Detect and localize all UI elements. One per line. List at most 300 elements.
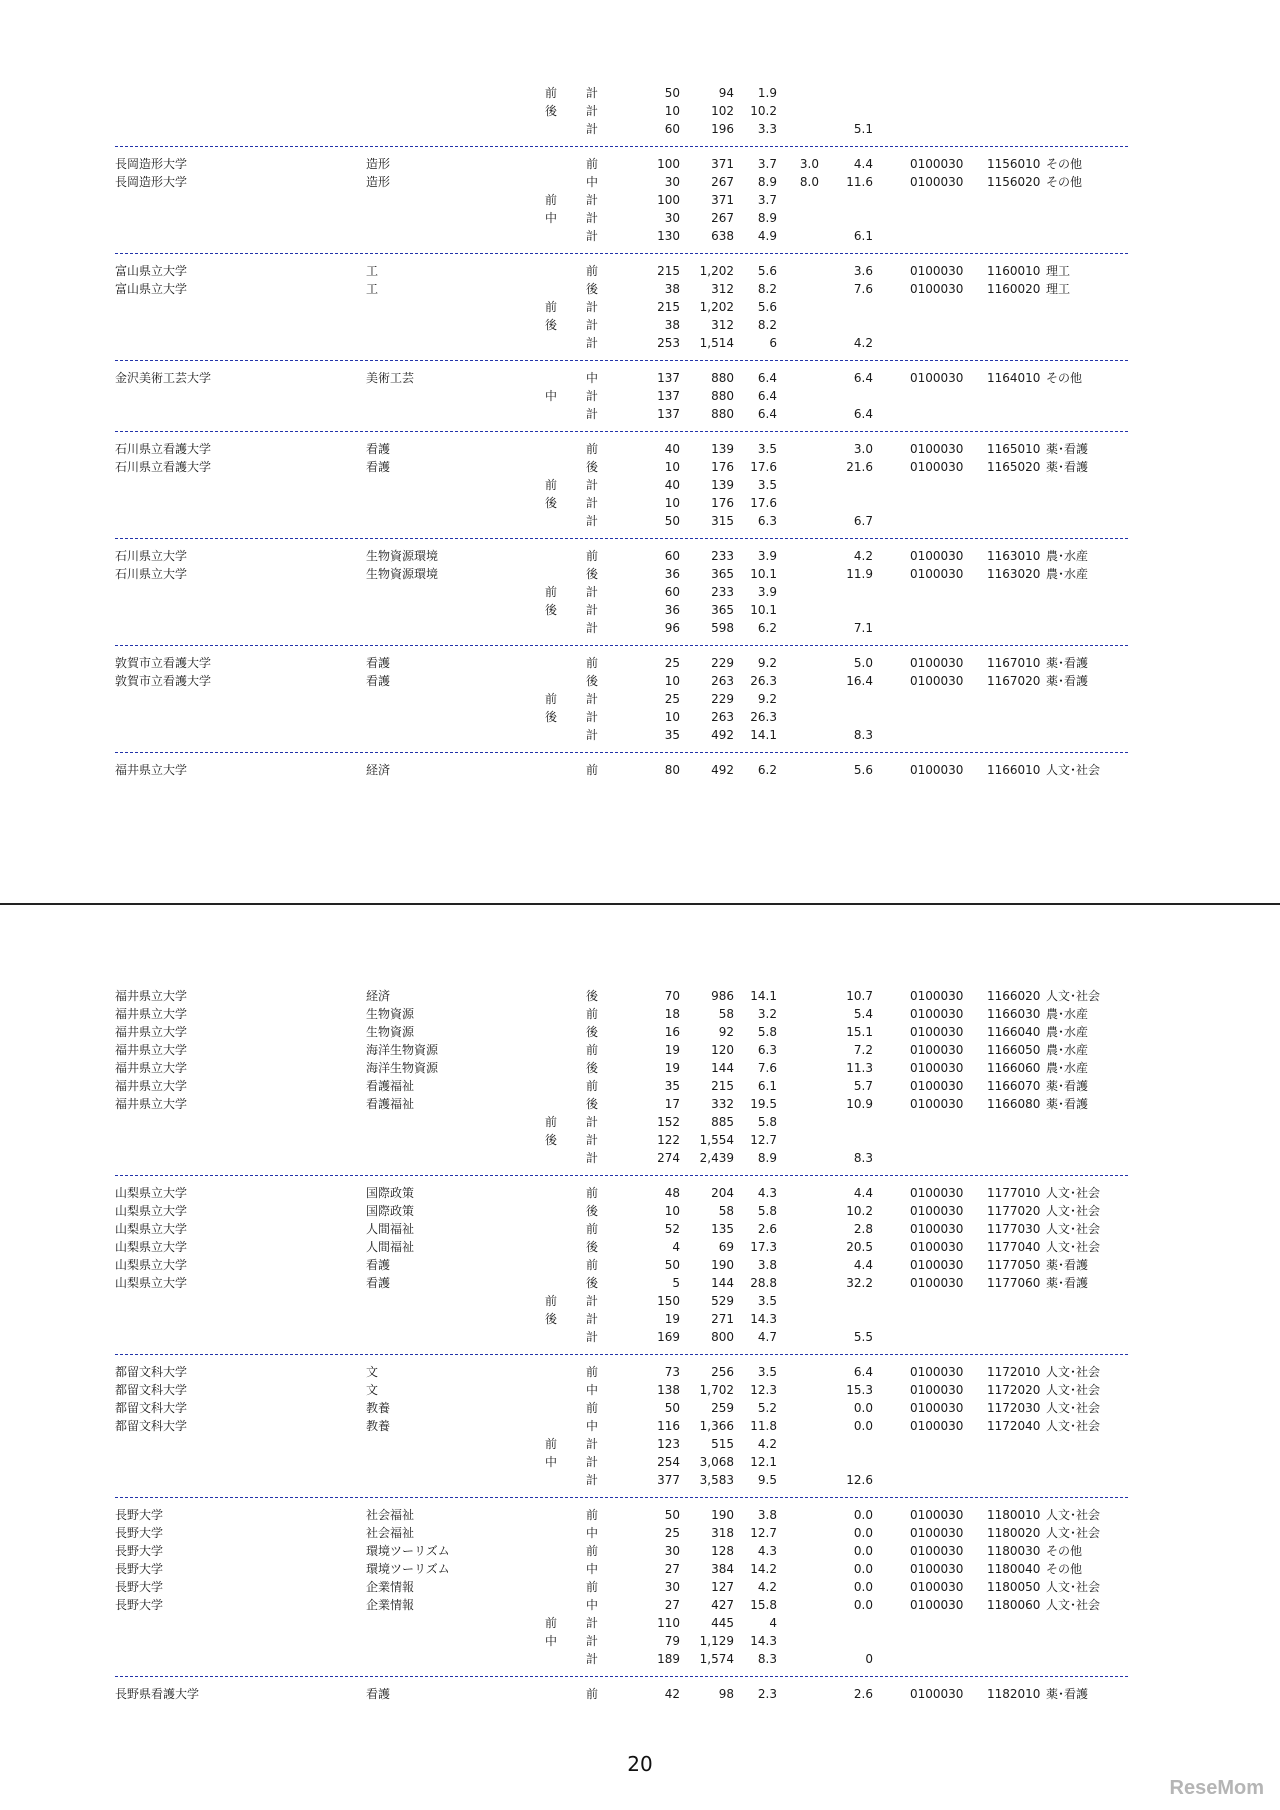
ratio-final-cell: 4.4 — [853, 1186, 873, 1200]
exam-schedule: 計 — [586, 104, 599, 118]
table-row — [0, 1220, 1280, 1238]
dept-code-cell: 1180050 — [987, 1580, 1041, 1594]
exam-schedule: 前 — [586, 549, 599, 563]
ratio-final-cell: 5.1 — [853, 122, 873, 136]
ratio-final-cell: 0.0 — [853, 1544, 873, 1558]
table-row — [0, 1417, 1280, 1435]
field-cell: 農･水産 — [1046, 567, 1089, 581]
ratio-cell: 10.1 — [750, 603, 777, 617]
table-row — [0, 672, 1280, 690]
dept-code-cell: 1172040 — [987, 1419, 1041, 1433]
applicants-cell: 1,702 — [699, 1383, 734, 1397]
dept-code-cell: 1167020 — [987, 674, 1041, 688]
field-cell: 薬･看護 — [1046, 674, 1089, 688]
dept-code-cell: 1163020 — [987, 567, 1041, 581]
university-name: 石川県立大学 — [115, 567, 188, 581]
field-cell: 人文･社会 — [1046, 1419, 1101, 1433]
exam-schedule: 計 — [586, 1473, 599, 1487]
dept-code-cell: 1156020 — [987, 175, 1041, 189]
exam-schedule: 計 — [586, 336, 599, 350]
capacity-cell: 130 — [657, 229, 680, 243]
table-row — [0, 1381, 1280, 1399]
exam-schedule: 計 — [586, 1294, 599, 1308]
ratio-cell: 3.2 — [757, 1007, 777, 1021]
table-row — [0, 1399, 1280, 1417]
table-row — [0, 334, 1280, 352]
ratio-final-cell: 10.7 — [846, 989, 873, 1003]
exam-schedule: 前 — [586, 1222, 599, 1236]
exam-schedule: 計 — [586, 300, 599, 314]
dept-code-cell: 1166030 — [987, 1007, 1041, 1021]
section-divider — [115, 360, 1128, 361]
code-cell: 0100030 — [910, 1401, 964, 1415]
dept-code-cell: 1177020 — [987, 1204, 1041, 1218]
field-cell: その他 — [1046, 157, 1083, 171]
ratio-cell: 6.4 — [757, 389, 777, 403]
applicants-cell: 427 — [711, 1598, 734, 1612]
subtotal-schedule: 前 — [545, 478, 558, 492]
dept-code-cell: 1180060 — [987, 1598, 1041, 1612]
ratio-cell: 4.3 — [757, 1186, 777, 1200]
applicants-cell: 144 — [711, 1061, 734, 1075]
university-name: 山梨県立大学 — [115, 1276, 188, 1290]
ratio-final-cell: 11.6 — [846, 175, 873, 189]
ratio-cell: 5.6 — [757, 300, 777, 314]
capacity-cell: 169 — [657, 1330, 680, 1344]
capacity-cell: 50 — [664, 1401, 680, 1415]
ratio-cell: 4.7 — [757, 1330, 777, 1344]
ratio-cell: 3.5 — [757, 1365, 777, 1379]
table-row — [0, 387, 1280, 405]
subtotal-schedule: 前 — [545, 1115, 558, 1129]
ratio-cell: 8.2 — [757, 318, 777, 332]
field-cell: 薬･看護 — [1046, 1097, 1089, 1111]
ratio-cell: 3.7 — [757, 193, 777, 207]
table-row — [0, 316, 1280, 334]
ratio-final-cell: 3.0 — [853, 442, 873, 456]
ratio-cell: 12.1 — [750, 1455, 777, 1469]
dept-code-cell: 1172010 — [987, 1365, 1041, 1379]
exam-schedule: 後 — [586, 1025, 599, 1039]
dept-code-cell: 1166060 — [987, 1061, 1041, 1075]
faculty-name: 工 — [366, 282, 379, 296]
table-row — [0, 1542, 1280, 1560]
capacity-cell: 60 — [664, 122, 680, 136]
ratio-final-cell: 6.4 — [853, 1365, 873, 1379]
exam-schedule: 計 — [586, 1115, 599, 1129]
table-row — [0, 1685, 1280, 1703]
applicants-cell: 885 — [711, 1115, 734, 1129]
ratio-cell: 9.2 — [757, 656, 777, 670]
ratio-final-cell: 3.6 — [853, 264, 873, 278]
code-cell: 0100030 — [910, 1544, 964, 1558]
faculty-name: 文 — [366, 1383, 379, 1397]
applicants-cell: 3,068 — [699, 1455, 734, 1469]
ratio-final-cell: 11.3 — [846, 1061, 873, 1075]
field-cell: 人文･社会 — [1046, 1186, 1101, 1200]
capacity-cell: 152 — [657, 1115, 680, 1129]
applicants-cell: 1,574 — [699, 1652, 734, 1666]
faculty-name: 教養 — [366, 1419, 391, 1433]
table-row — [0, 405, 1280, 423]
ratio-cell: 8.9 — [757, 211, 777, 225]
university-name: 福井県立大学 — [115, 1079, 188, 1093]
faculty-name: 経済 — [366, 989, 391, 1003]
ratio-cell: 26.3 — [750, 674, 777, 688]
ratio-cell: 11.8 — [750, 1419, 777, 1433]
exam-schedule: 中 — [586, 175, 599, 189]
ratio-final-cell: 7.2 — [853, 1043, 873, 1057]
code-cell: 0100030 — [910, 763, 964, 777]
university-name: 都留文科大学 — [115, 1419, 188, 1433]
capacity-cell: 38 — [664, 282, 680, 296]
table-row — [0, 1113, 1280, 1131]
applicants-cell: 492 — [711, 728, 734, 742]
ratio-cell: 12.7 — [750, 1526, 777, 1540]
dept-code-cell: 1180040 — [987, 1562, 1041, 1576]
table-row — [0, 565, 1280, 583]
ratio-cell: 4.2 — [757, 1580, 777, 1594]
field-cell: 薬･看護 — [1046, 1079, 1089, 1093]
ratio-cell: 5.2 — [757, 1401, 777, 1415]
applicants-cell: 144 — [711, 1276, 734, 1290]
table-row — [0, 1632, 1280, 1650]
capacity-cell: 137 — [657, 389, 680, 403]
ratio-final-cell: 21.6 — [846, 460, 873, 474]
subtotal-schedule: 中 — [545, 1634, 558, 1648]
table-row — [0, 1274, 1280, 1292]
applicants-cell: 204 — [711, 1186, 734, 1200]
ratio-cell: 8.9 — [757, 175, 777, 189]
applicants-cell: 190 — [711, 1258, 734, 1272]
applicants-cell: 267 — [711, 211, 734, 225]
section-divider — [115, 538, 1128, 539]
exam-schedule: 前 — [586, 1401, 599, 1415]
subtotal-schedule: 前 — [545, 1437, 558, 1451]
section-divider — [115, 146, 1128, 147]
applicants-cell: 135 — [711, 1222, 734, 1236]
faculty-name: 国際政策 — [366, 1186, 415, 1200]
capacity-cell: 10 — [664, 104, 680, 118]
applicants-cell: 98 — [718, 1687, 734, 1701]
capacity-cell: 16 — [664, 1025, 680, 1039]
ratio-cell: 14.1 — [750, 728, 777, 742]
field-cell: その他 — [1046, 371, 1083, 385]
page-bottom-table — [0, 987, 1280, 1703]
capacity-cell: 42 — [664, 1687, 680, 1701]
section-divider — [115, 752, 1128, 753]
ratio-cell: 2.6 — [757, 1222, 777, 1236]
dept-code-cell: 1166020 — [987, 989, 1041, 1003]
table-row — [0, 1077, 1280, 1095]
ratio-cell: 3.5 — [757, 1294, 777, 1308]
applicants-cell: 315 — [711, 514, 734, 528]
ratio-cell: 14.3 — [750, 1634, 777, 1648]
section-divider — [115, 1676, 1128, 1677]
subtotal-schedule: 後 — [545, 603, 558, 617]
ratio-final-cell: 0.0 — [853, 1598, 873, 1612]
exam-schedule: 中 — [586, 1598, 599, 1612]
faculty-name: 海洋生物資源 — [366, 1061, 439, 1075]
subtotal-schedule: 前 — [545, 1616, 558, 1630]
capacity-cell: 100 — [657, 157, 680, 171]
table-row — [0, 494, 1280, 512]
ratio-cell: 6.4 — [757, 371, 777, 385]
exam-schedule: 後 — [586, 1240, 599, 1254]
university-name: 敦賀市立看護大学 — [115, 674, 212, 688]
capacity-cell: 60 — [664, 585, 680, 599]
ratio-final-cell: 10.2 — [846, 1204, 873, 1218]
exam-schedule: 後 — [586, 1204, 599, 1218]
exam-schedule: 後 — [586, 460, 599, 474]
table-row — [0, 726, 1280, 744]
code-cell: 0100030 — [910, 157, 964, 171]
code-cell: 0100030 — [910, 282, 964, 296]
ratio-cell: 2.3 — [757, 1687, 777, 1701]
applicants-cell: 94 — [718, 86, 734, 100]
ratio-cell: 14.3 — [750, 1312, 777, 1326]
ratio-cell: 8.2 — [757, 282, 777, 296]
exam-schedule: 前 — [586, 1365, 599, 1379]
ratio-final-cell: 6.1 — [853, 229, 873, 243]
code-cell: 0100030 — [910, 1061, 964, 1075]
ratio-cell: 9.5 — [757, 1473, 777, 1487]
capacity-cell: 50 — [664, 86, 680, 100]
table-row — [0, 1614, 1280, 1632]
faculty-name: 生物資源 — [366, 1007, 415, 1021]
ratio-cell: 4.3 — [757, 1544, 777, 1558]
field-cell: 人文･社会 — [1046, 1508, 1101, 1522]
faculty-name: 美術工芸 — [366, 371, 415, 385]
capacity-cell: 79 — [664, 1634, 680, 1648]
ratio-final-cell: 0 — [865, 1652, 873, 1666]
exam-schedule: 計 — [586, 496, 599, 510]
applicants-cell: 365 — [711, 567, 734, 581]
dept-code-cell: 1177060 — [987, 1276, 1041, 1290]
table-row — [0, 1238, 1280, 1256]
applicants-cell: 267 — [711, 175, 734, 189]
capacity-cell: 254 — [657, 1455, 680, 1469]
university-name: 山梨県立大学 — [115, 1204, 188, 1218]
applicants-cell: 1,554 — [699, 1133, 734, 1147]
university-name: 山梨県立大学 — [115, 1240, 188, 1254]
code-cell: 0100030 — [910, 1508, 964, 1522]
exam-schedule: 計 — [586, 86, 599, 100]
applicants-cell: 312 — [711, 318, 734, 332]
faculty-name: 社会福祉 — [366, 1526, 415, 1540]
code-cell: 0100030 — [910, 1097, 964, 1111]
capacity-cell: 5 — [672, 1276, 680, 1290]
university-name: 石川県立看護大学 — [115, 442, 212, 456]
page-break-line — [0, 903, 1280, 905]
ratio-cell: 17.6 — [750, 496, 777, 510]
section-divider — [115, 1497, 1128, 1498]
subtotal-schedule: 後 — [545, 104, 558, 118]
capacity-cell: 138 — [657, 1383, 680, 1397]
capacity-cell: 10 — [664, 674, 680, 688]
university-name: 都留文科大学 — [115, 1365, 188, 1379]
applicants-cell: 371 — [711, 157, 734, 171]
table-row — [0, 173, 1280, 191]
table-row — [0, 1256, 1280, 1274]
capacity-cell: 27 — [664, 1562, 680, 1576]
applicants-cell: 986 — [711, 989, 734, 1003]
ratio-cell: 28.8 — [750, 1276, 777, 1290]
field-cell: 人文･社会 — [1046, 1526, 1101, 1540]
dept-code-cell: 1160020 — [987, 282, 1041, 296]
university-name: 長野大学 — [115, 1580, 164, 1594]
ratio-final-cell: 6.4 — [853, 371, 873, 385]
code-cell: 0100030 — [910, 175, 964, 189]
code-cell: 0100030 — [910, 1276, 964, 1290]
dept-code-cell: 1177010 — [987, 1186, 1041, 1200]
dept-code-cell: 1177030 — [987, 1222, 1041, 1236]
faculty-name: 工 — [366, 264, 379, 278]
faculty-name: 生物資源 — [366, 1025, 415, 1039]
capacity-cell: 19 — [664, 1312, 680, 1326]
capacity-cell: 10 — [664, 1204, 680, 1218]
field-cell: 人文･社会 — [1046, 1598, 1101, 1612]
table-row — [0, 476, 1280, 494]
exam-schedule: 後 — [586, 567, 599, 581]
faculty-name: 看護 — [366, 674, 391, 688]
university-name: 都留文科大学 — [115, 1401, 188, 1415]
university-name: 福井県立大学 — [115, 1043, 188, 1057]
applicants-cell: 365 — [711, 603, 734, 617]
field-cell: 薬･看護 — [1046, 656, 1089, 670]
table-row — [0, 1363, 1280, 1381]
ratio-final-cell: 20.5 — [846, 1240, 873, 1254]
university-name: 石川県立看護大学 — [115, 460, 212, 474]
code-cell: 0100030 — [910, 1383, 964, 1397]
university-name: 長野大学 — [115, 1508, 164, 1522]
field-cell: 理工 — [1046, 264, 1071, 278]
ratio-final-cell: 0.0 — [853, 1580, 873, 1594]
exam-schedule: 中 — [586, 1526, 599, 1540]
capacity-cell: 10 — [664, 710, 680, 724]
faculty-name: 看護福祉 — [366, 1097, 415, 1111]
table-row — [0, 987, 1280, 1005]
ratio-final-cell: 5.0 — [853, 656, 873, 670]
code-cell: 0100030 — [910, 656, 964, 670]
university-name: 敦賀市立看護大学 — [115, 656, 212, 670]
ratio-cell: 5.8 — [757, 1204, 777, 1218]
watermark-logo: ReseMom — [1169, 1777, 1264, 1799]
ratio-cell: 6.2 — [757, 621, 777, 635]
ratio-cell: 8.3 — [757, 1652, 777, 1666]
section-divider — [115, 253, 1128, 254]
dept-code-cell: 1166070 — [987, 1079, 1041, 1093]
applicants-cell: 233 — [711, 585, 734, 599]
ratio-final-cell: 0.0 — [853, 1526, 873, 1540]
university-name: 長岡造形大学 — [115, 157, 188, 171]
table-row — [0, 583, 1280, 601]
capacity-cell: 189 — [657, 1652, 680, 1666]
applicants-cell: 229 — [711, 656, 734, 670]
applicants-cell: 69 — [718, 1240, 734, 1254]
field-cell: その他 — [1046, 175, 1083, 189]
field-cell: 人文･社会 — [1046, 1365, 1101, 1379]
ratio-final-cell: 15.3 — [846, 1383, 873, 1397]
exam-schedule: 計 — [586, 514, 599, 528]
ratio-cell: 4.9 — [757, 229, 777, 243]
capacity-cell: 25 — [664, 656, 680, 670]
ratio-final-cell: 32.2 — [846, 1276, 873, 1290]
university-name: 金沢美術工芸大学 — [115, 371, 212, 385]
ratio-final-cell: 12.6 — [846, 1473, 873, 1487]
capacity-cell: 137 — [657, 407, 680, 421]
dept-code-cell: 1172030 — [987, 1401, 1041, 1415]
table-row — [0, 761, 1280, 779]
ratio-cell: 14.1 — [750, 989, 777, 1003]
ratio-cell: 5.8 — [757, 1025, 777, 1039]
ratio-final-cell: 0.0 — [853, 1508, 873, 1522]
table-row — [0, 1005, 1280, 1023]
faculty-name: 社会福祉 — [366, 1508, 415, 1522]
applicants-cell: 880 — [711, 389, 734, 403]
capacity-cell: 30 — [664, 1580, 680, 1594]
table-row — [0, 1131, 1280, 1149]
university-name: 山梨県立大学 — [115, 1186, 188, 1200]
field-cell: 理工 — [1046, 282, 1071, 296]
ratio-final-cell: 4.2 — [853, 549, 873, 563]
applicants-cell: 3,583 — [699, 1473, 734, 1487]
exam-schedule: 計 — [586, 585, 599, 599]
faculty-name: 看護 — [366, 1687, 391, 1701]
faculty-name: 人間福祉 — [366, 1240, 415, 1254]
table-row — [0, 1041, 1280, 1059]
university-name: 山梨県立大学 — [115, 1258, 188, 1272]
capacity-cell: 30 — [664, 211, 680, 225]
code-cell: 0100030 — [910, 1204, 964, 1218]
field-cell: 農･水産 — [1046, 1007, 1089, 1021]
table-row — [0, 512, 1280, 530]
faculty-name: 文 — [366, 1365, 379, 1379]
subtotal-schedule: 前 — [545, 86, 558, 100]
ratio-cell: 3.9 — [757, 585, 777, 599]
exam-schedule: 中 — [586, 1562, 599, 1576]
table-row — [0, 1149, 1280, 1167]
applicants-cell: 263 — [711, 674, 734, 688]
table-row — [0, 690, 1280, 708]
faculty-name: 看護 — [366, 460, 391, 474]
applicants-cell: 128 — [711, 1544, 734, 1558]
exam-schedule: 計 — [586, 318, 599, 332]
exam-schedule: 前 — [586, 1544, 599, 1558]
table-row — [0, 1095, 1280, 1113]
code-cell: 0100030 — [910, 442, 964, 456]
university-name: 福井県立大学 — [115, 1007, 188, 1021]
ratio-final-cell: 7.6 — [853, 282, 873, 296]
field-cell: その他 — [1046, 1562, 1083, 1576]
faculty-name: 看護 — [366, 442, 391, 456]
dept-code-cell: 1156010 — [987, 157, 1041, 171]
code-cell: 0100030 — [910, 674, 964, 688]
field-cell: その他 — [1046, 1544, 1083, 1558]
subtotal-schedule: 後 — [545, 318, 558, 332]
code-cell: 0100030 — [910, 1526, 964, 1540]
faculty-name: 経済 — [366, 763, 391, 777]
field-cell: 農･水産 — [1046, 549, 1089, 563]
applicants-cell: 127 — [711, 1580, 734, 1594]
capacity-cell: 377 — [657, 1473, 680, 1487]
ratio-final-cell: 11.9 — [846, 567, 873, 581]
capacity-cell: 60 — [664, 549, 680, 563]
table-row — [0, 227, 1280, 245]
capacity-cell: 10 — [664, 496, 680, 510]
dept-code-cell: 1180010 — [987, 1508, 1041, 1522]
ratio-final-cell: 10.9 — [846, 1097, 873, 1111]
